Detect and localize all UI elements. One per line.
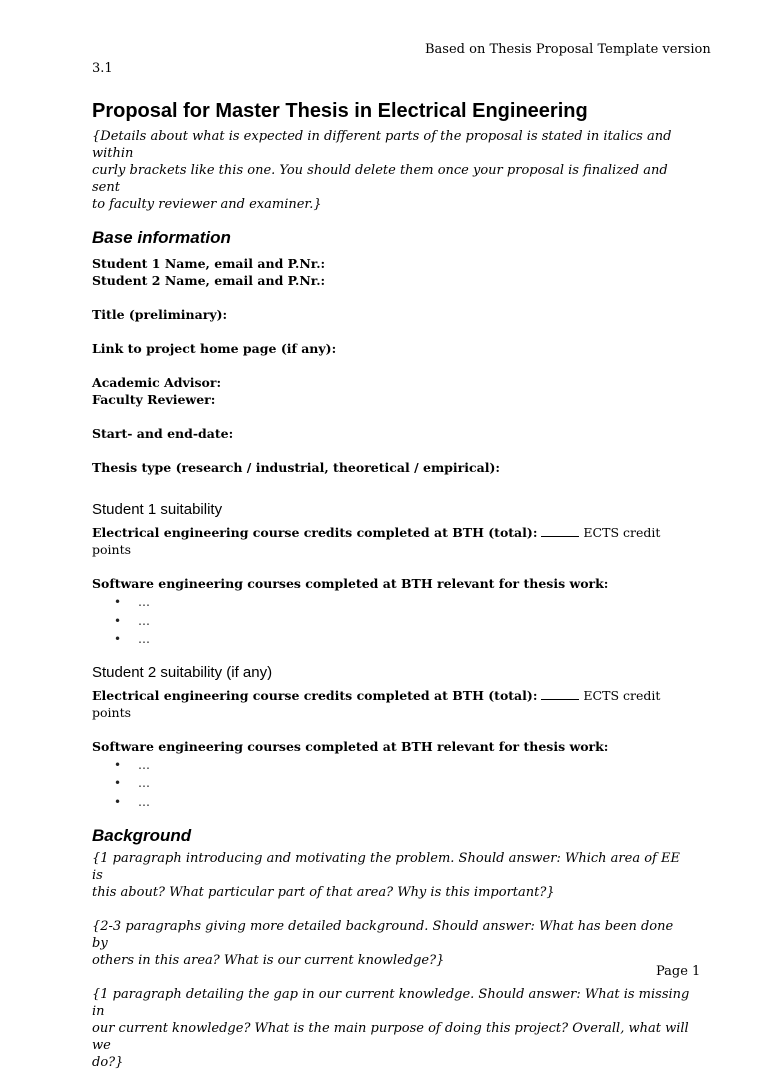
list-item: • … [114, 774, 692, 793]
student1-courses-label: Software engineering courses completed at BTH relevant for thesis work: [92, 576, 609, 591]
intro-note [92, 128, 692, 213]
list-item: • … [114, 612, 692, 631]
link-field: Link to project home page (if any): [92, 341, 337, 356]
template-version-number: 3.1 [92, 61, 113, 76]
student2-credits-blank [541, 687, 579, 700]
student2-credits-label: Electrical engineering course credits completed at BTH (total): [92, 687, 538, 703]
student1-courses-list [92, 593, 692, 649]
student2-courses-list [92, 756, 692, 812]
background-paragraph: {1 paragraph detailing the gap in our current knowledge. Should answer: What is missing in our current knowledge? What is the main purpose of doing this project? Overall, what will we do?} [92, 987, 690, 1070]
list-item: • … [114, 756, 692, 775]
student2-credits-unit: ECTS credit points [92, 687, 661, 720]
background-paragraph: {1 paragraph introducing and motivating the problem. Should answer: Which area of EE is this about? What particular part of that area? Why is this important?} [92, 851, 680, 900]
bullet-icon: • [114, 632, 122, 646]
intro-note-line: to faculty reviewer and examiner.} [92, 197, 322, 212]
intro-note-line: curly brackets like this one. You should delete them once your proposal is finalized and sent [92, 163, 668, 195]
dates-field: Start- and end-date: [92, 426, 234, 441]
student2-field: Student 2 Name, email and P.Nr.: [92, 273, 326, 288]
student1-credits-label: Electrical engineering course credits completed at BTH (total): [92, 525, 538, 540]
bullet-icon: • [114, 776, 122, 790]
bullet-icon: • [114, 757, 122, 772]
title-field: Title (preliminary): [92, 307, 228, 322]
bullet-icon: • [114, 794, 122, 809]
list-item: • … [114, 630, 692, 649]
student2-courses-label: Software engineering courses completed at BTH relevant for thesis work: [92, 738, 609, 754]
student1-credits-line [92, 524, 692, 558]
bullet-icon: • [114, 595, 122, 609]
student1-field: Student 1 Name, email and P.Nr.: [92, 256, 326, 271]
list-item: • … [114, 593, 692, 612]
student1-credits-unit: ECTS credit points [92, 525, 661, 557]
page-title: Proposal for Master Thesis in Electrical Engineering [92, 100, 588, 122]
student2-credits-line [92, 687, 692, 721]
page-number: Page 1 [656, 964, 701, 979]
intro-note-line: {Details about what is expected in different parts of the proposal is stated in italics and within [92, 129, 672, 161]
student1-suitability-heading: Student 1 suitability [92, 501, 223, 518]
document-body [92, 98, 692, 1071]
student1-credits-blank [541, 524, 579, 537]
list-item: • … [114, 793, 692, 812]
thesis-type-field: Thesis type (research / industrial, theoretical / empirical): [92, 460, 500, 475]
base-information-heading: Base information [92, 228, 231, 247]
template-version-note: Based on Thesis Proposal Template version [425, 42, 711, 57]
reviewer-field: Faculty Reviewer: [92, 392, 216, 407]
bullet-icon: • [114, 613, 122, 628]
background-paragraph: {2-3 paragraphs giving more detailed background. Should answer: What has been done by others in this area? What is our current knowledge?} [92, 919, 674, 968]
background-heading: Background [92, 826, 192, 845]
student2-suitability-heading: Student 2 suitability (if any) [92, 663, 273, 681]
advisor-field: Academic Advisor: [92, 375, 222, 390]
